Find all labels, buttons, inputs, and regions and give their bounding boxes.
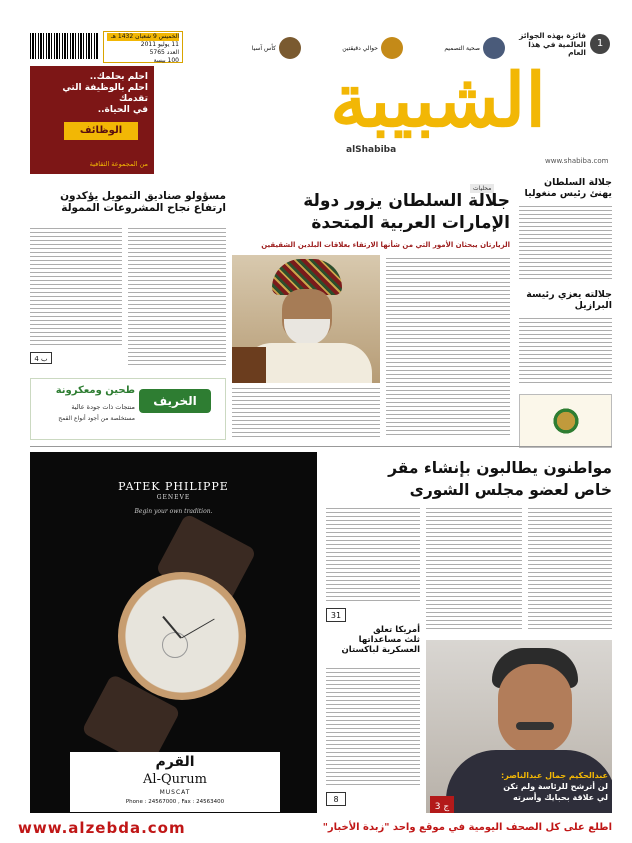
promo-label: صحية التصميم <box>444 44 480 52</box>
date-line-1: الخميس 9 شعبان 1432 هـ <box>107 33 179 41</box>
second-story-body-2 <box>426 508 522 632</box>
main-story-body-right <box>386 258 510 438</box>
right-item-1-title: جلالة السلطان يهنئ رئيس منغوليا <box>524 177 612 199</box>
date-line-2: 11 يوليو 2011 <box>140 41 179 48</box>
bread-ad-slogan-1: طحين ومعكرونة <box>55 385 135 396</box>
jobs-ad-line-3: في الحياة.. <box>97 105 148 115</box>
footer-bar <box>0 813 632 843</box>
right-item-2-body <box>519 318 612 384</box>
left-story-headline: مسؤولو صناديق التمويل يؤكدون ارتفاع نجاح المشروعات الممولة <box>60 190 226 215</box>
promo-label: حوالي دقيقتين <box>342 44 378 52</box>
watch-ad <box>30 452 317 824</box>
dealer-box <box>70 752 280 812</box>
left-story-body-1 <box>128 228 226 368</box>
bread-ad-slogan-3: مستخلصة من أجود أنواع القمح <box>58 415 135 422</box>
emblem-ad <box>519 394 612 448</box>
promo-label: كأس آسيا <box>251 44 276 52</box>
barcode <box>30 33 98 59</box>
dealer-name-arabic: القرم <box>155 754 195 770</box>
masthead-logo-latin: alShabiba <box>346 145 397 155</box>
dealer-name-latin: Al-Qurum <box>143 772 207 787</box>
main-story-headline-2: الإمارات العربية المتحدة <box>311 213 510 233</box>
right-column <box>519 178 612 438</box>
jobs-ad-banner: الوظائف <box>64 122 138 140</box>
main-story-photo <box>232 255 380 383</box>
emblem-icon <box>549 406 583 436</box>
teaser-number-badge: 1 <box>590 34 610 54</box>
dealer-phone: Phone : 24567000 , Fax : 24563400 <box>125 799 225 805</box>
masthead-logo: الشبيبة <box>330 58 546 144</box>
jobs-ad-line-2: احلم بالوظيفة التي تقدمك <box>62 83 148 104</box>
bread-ad-slogan-2: منتجات ذات جودة عالية <box>71 403 135 411</box>
main-story-section: محليات <box>470 184 494 193</box>
watch-ad-slogan: Begin your own tradition. <box>134 508 213 515</box>
watch-ad-brand: PATEK PHILIPPE <box>118 480 229 493</box>
price: 100 بيسة <box>153 57 179 64</box>
footer-site-url[interactable]: www.alzebda.com <box>18 819 186 837</box>
teaser-text: فائزة بهذه الجوائز العالمية في هذا العام <box>519 31 586 58</box>
portrait-caption-name: عبدالحكيم جمال عبدالناصر: <box>501 771 608 780</box>
second-story-headline-1: مواطنون يطالبون بإنشاء مقر <box>388 459 612 477</box>
second-story-body-3 <box>326 508 420 604</box>
main-story-body-bottom <box>232 388 380 438</box>
photo-beard <box>284 319 330 345</box>
brief-title <box>326 626 420 655</box>
portrait-face <box>498 664 572 754</box>
portrait-mustache <box>516 722 554 730</box>
masthead-website: www.shabiba.com <box>545 157 609 165</box>
right-item-2-title: جلالته يعزي رئيسة البرازيل <box>526 288 612 311</box>
left-story-body-2 <box>30 228 122 348</box>
main-story-headline-1: جلالة السلطان يزور دولة <box>303 191 510 211</box>
portrait-caption-line-1: لن أترشح للرئاسة ولم تكن <box>503 782 608 791</box>
bread-ad <box>30 378 226 440</box>
second-story-body-1 <box>528 508 612 632</box>
bread-ad-brand: الخريف <box>139 389 211 413</box>
page-ref-2: 8 <box>326 792 346 806</box>
dealer-city: MUSCAT <box>159 789 191 796</box>
second-story-headline-2: خاص لعضو مجلس الشورى <box>409 481 612 499</box>
jobs-ad <box>30 66 154 174</box>
photo-cloak <box>232 347 266 383</box>
footer-tagline: اطلع على كل الصحف اليومية في موقع واحد "زبدة الأخبار" <box>322 822 612 833</box>
brief-title-1: أمريكا تعلق <box>373 625 420 635</box>
jobs-ad-footer: من المجموعة الثقافية <box>89 160 148 168</box>
watch-ad-city: GENEVE <box>156 494 191 501</box>
brief-title-3: العسكرية لباكستان <box>341 644 420 655</box>
jobs-ad-line-1: احلم بحلمك.. <box>89 72 148 82</box>
brief-body <box>326 668 420 786</box>
page-ref-1: 31 <box>326 608 346 622</box>
right-item-1-body <box>519 206 612 280</box>
section-divider <box>30 446 612 447</box>
portrait-tag: ج 3 <box>430 796 454 818</box>
brief-title-2: ثلث مساعداتها <box>358 634 420 645</box>
date-box <box>103 31 183 63</box>
portrait-caption-line-2: لي علاقة بحبايك وأسرته <box>513 793 608 802</box>
main-story-subhead: الزيارتان يبحثان الأمور التي من شأنها الارتقاء بعلاقات البلدين الشقيقين <box>261 241 510 249</box>
left-story-tag: ب 4 <box>30 352 52 364</box>
issue-number: العدد 5765 <box>149 49 179 56</box>
portrait-photo <box>426 640 612 826</box>
jobs-ad-headline <box>38 72 148 116</box>
portrait-caption <box>454 770 608 803</box>
